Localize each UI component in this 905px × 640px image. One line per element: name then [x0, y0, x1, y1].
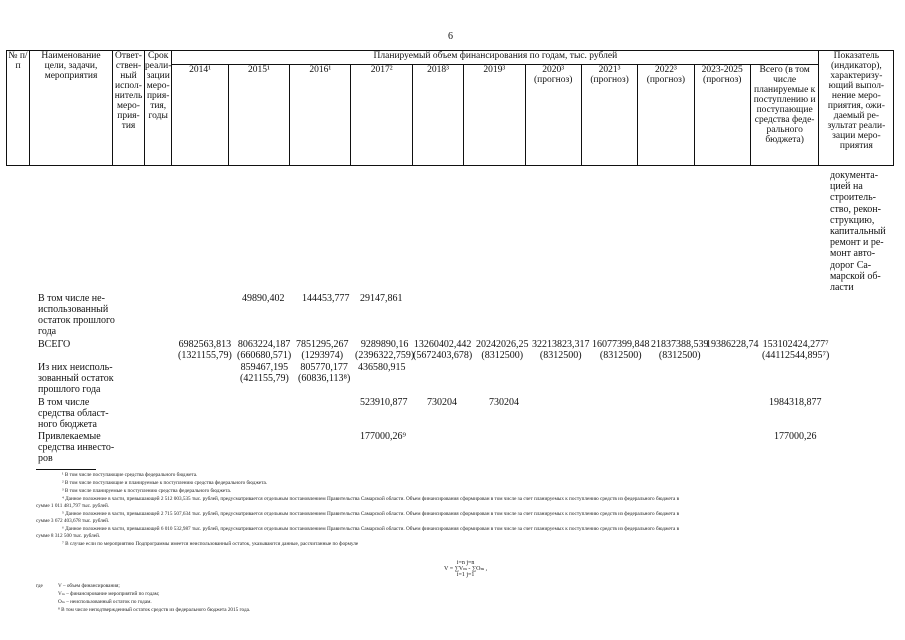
total-2014: 6982563,813 (1321155,79) — [178, 339, 232, 361]
header-no: № п/п — [7, 51, 30, 166]
header-year-2019: 2019³ — [464, 65, 525, 166]
footnote-4: ⁴ Данное положение в части, превышающей 2 512 003,535 тыс. рублей, предусматривается отдельным постановлением Правительства Самарской области. Объем финансирования сформирован в том числе за счет планируемых к поступлению средств из федерального бюджета в — [62, 496, 680, 502]
row-investor-label: Привлекаемые средства инвесто- ров — [38, 431, 115, 464]
header-year-2018: 2018³ — [412, 65, 463, 166]
total-2021: 16077399,848 (8312500) — [592, 339, 650, 361]
row-total-label: ВСЕГО — [38, 339, 71, 350]
total-all: 153102424,277⁷ (44112544,895⁷) — [762, 339, 830, 361]
header-year-2023-2025: 2023-2025 (прогноз) — [694, 65, 750, 166]
header-year-2014: 2014¹ — [172, 65, 228, 166]
regional-2018: 730204 — [427, 397, 457, 408]
header-year-2015: 2015¹ — [228, 65, 289, 166]
footnote-7: ⁷ В случае если по мероприятию Подпрограммы имеется неиспользованный остаток, указываются данные, рассчитанные по формуле — [62, 541, 359, 547]
where-label: где — [36, 583, 43, 589]
unused-2016: 144453,777 — [302, 293, 350, 304]
header-indicator: Показатель (индикатор), характеризу-ющий выпол-нение меро-приятия, ожи-даемый ре-зультат реали-зации меро-приятия — [819, 51, 894, 166]
header-name: Наименование цели, задачи, мероприятия — [30, 51, 113, 166]
header-table — [6, 50, 894, 166]
header-responsible: Ответ-ствен-ный испол-нитель меро-прия-тия — [113, 51, 145, 166]
footnote-3: ³ В том числе планируемые к поступлению средства федерального бюджета. — [62, 488, 232, 494]
total-2017: 9289890,16 (2396322,759) — [355, 339, 415, 361]
row-regional-label: В том числе средства област- ного бюджета — [38, 397, 109, 430]
header-year-2016: 2016¹ — [290, 65, 351, 166]
footnote-5b: сумме 3 672 403,678 тыс. рублей. — [36, 518, 110, 524]
header-year-2021: 2021³ (прогноз) — [581, 65, 637, 166]
investor-2017: 177000,26⁹ — [360, 431, 406, 442]
row-unused2-label: Из них неисполь- зованный остаток прошлого года — [38, 362, 114, 395]
total-2023-2025: 19386228,74 — [706, 339, 759, 350]
formula: i=n j=n V = ∑Vₘ - ∑Oₘ , i=1 j=1 — [444, 560, 488, 578]
total-2016: 7851295,267 (1293974) — [296, 339, 349, 361]
footnote-6: ⁶ Данное положение в части, превышающей 6 010 532,987 тыс. рублей, предусматривается отдельным постановлением Правительства Самарской области. Объем финансирования сформирован в том числе за счет планируемых к поступлению средств из федерального бюджета в — [62, 526, 680, 532]
unused-2017: 29147,861 — [360, 293, 403, 304]
footnote-6b: сумме 8 312 500 тыс. рублей. — [36, 533, 101, 539]
regional-2017: 523910,877 — [360, 397, 408, 408]
total-2019: 20242026,25 (8312500) — [476, 339, 529, 361]
footnote-4b: сумме 1 011 481,797 тыс. рублей. — [36, 503, 110, 509]
total-2018: 13260402,442 (5672403,678) — [413, 339, 473, 361]
unused2-2017: 436580,915 — [358, 362, 406, 373]
regional-all: 1984318,877 — [769, 397, 822, 408]
total-2015: 8063224,187 (660680,571) — [237, 339, 292, 361]
indicator-text: документа- цией на строитель- ство, рекон- струкцию, капитальный ремонт и ре- монт авто- дорог Са- марской об- ласти — [830, 170, 886, 294]
unused2-2016: 805770,177 (60836,113⁸) — [298, 362, 351, 384]
footnote-1: ¹ В том числе поступающие средства федерального бюджета. — [62, 472, 198, 478]
unused2-2015: 859467,195 (421155,79) — [240, 362, 289, 384]
header-plan: Планируемый объем финансирования по годам, тыс. рублей — [172, 51, 819, 65]
header-year-2020: 2020³ (прогноз) — [525, 65, 581, 166]
unused-2015: 49890,402 — [242, 293, 285, 304]
total-2022: 21837388,539 (8312500) — [651, 339, 709, 361]
header-term: Срок реали-зации меро-прия-тия, годы — [145, 51, 172, 166]
row-unused-label: В том числе не- использованный остаток прошлого года — [38, 293, 115, 337]
header-year-2017: 2017² — [351, 65, 412, 166]
page-number: 6 — [448, 31, 453, 42]
header-total: Всего (в том числе планируемые к поступлению и поступающие средства феде-рального бюджета) — [750, 65, 818, 166]
total-2020: 32213823,317 (8312500) — [532, 339, 590, 361]
header-year-2022: 2022³ (прогноз) — [638, 65, 694, 166]
where-lines: V – объем финансирования; Vₘ – финансирование мероприятий по годам; Oₘ – неиспользованный остаток по годам. ⁸ В том числе неподтвержденный остаток средств из федерального бюджета 2015 года. — [58, 583, 251, 613]
footnote-5: ⁵ Данное положение в части, превышающей 2 715 507,634 тыс. рублей, предусматривается отдельным постановлением Правительства Самарской области. Объем финансирования сформирован в том числе за счет планируемых к поступлению средств из федерального бюджета в — [62, 511, 680, 517]
footnote-separator — [36, 469, 96, 470]
investor-all: 177000,26 — [774, 431, 817, 442]
regional-2019: 730204 — [489, 397, 519, 408]
footnote-2: ² В том числе поступающие и планируемые к поступлению средства федерального бюджета. — [62, 480, 268, 486]
